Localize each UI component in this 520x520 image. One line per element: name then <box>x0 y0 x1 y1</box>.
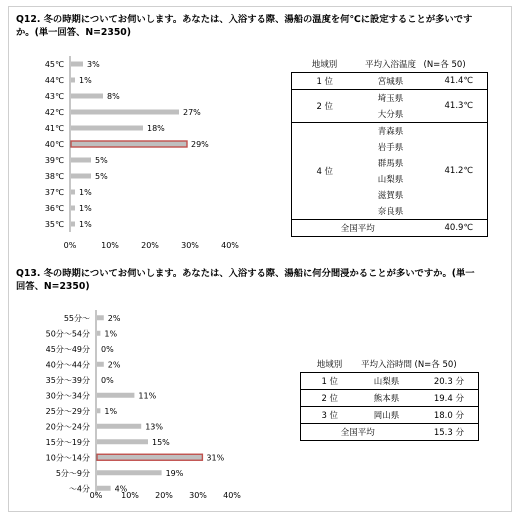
value-label: 1% <box>104 329 118 339</box>
value-label: 8% <box>107 92 120 101</box>
value-cell: 41.4℃ <box>424 73 488 90</box>
value-cell: 41.2℃ <box>424 123 488 220</box>
bar <box>71 78 75 83</box>
category-label: 5分～9分 <box>55 468 90 478</box>
bar <box>97 362 104 367</box>
value-label: 1% <box>79 220 92 229</box>
bar <box>71 62 83 67</box>
value-label: 1% <box>79 188 92 197</box>
bar <box>97 470 162 475</box>
temperature-ranking-table <box>291 56 488 237</box>
bar <box>97 393 134 398</box>
value-label: 29% <box>191 140 209 149</box>
table-header-row <box>292 56 488 73</box>
prefecture-cell: 大分県 <box>358 106 424 123</box>
category-label: 36℃ <box>44 204 64 213</box>
value-label: 5% <box>95 172 108 181</box>
category-label: 10分～14分 <box>45 453 90 463</box>
q12-title <box>16 13 472 39</box>
category-label: 15分～19分 <box>45 437 90 447</box>
value-label: 27% <box>183 108 201 117</box>
x-tick-label: 0% <box>89 491 103 500</box>
value-label: 13% <box>145 422 163 432</box>
bar <box>97 424 141 429</box>
value-label: 0% <box>101 344 114 354</box>
value-label: 19% <box>165 468 184 478</box>
bar <box>71 174 91 179</box>
category-label: 25分～29分 <box>45 406 90 416</box>
category-label: 41℃ <box>44 124 64 133</box>
category-label: 35℃ <box>44 220 64 229</box>
value-label: 4% <box>114 484 128 494</box>
value-label: 1% <box>79 76 92 85</box>
value-label: 18% <box>147 124 165 133</box>
value-label: 2% <box>107 313 121 323</box>
rank-cell: 3 位 <box>301 407 359 424</box>
value-cell: 18.0 分 <box>415 407 479 424</box>
bar <box>71 126 143 131</box>
x-tick-label: 30% <box>189 491 207 500</box>
table-header-cell: (N=各 50) <box>423 60 466 70</box>
rank-cell: 1 位 <box>292 73 358 90</box>
bar-highlight <box>97 454 202 460</box>
x-tick-label: 20% <box>155 491 173 500</box>
table-row <box>301 407 479 424</box>
x-tick-label: 10% <box>101 241 119 250</box>
value-label: 1% <box>79 204 92 213</box>
prefecture-cell: 山梨県 <box>359 373 415 390</box>
bar <box>97 408 100 413</box>
q13-title-line1: Q13. 冬の時期についてお伺いします。あなたは、入浴する際、湯船に何分間浸かることが多いですか。(単一 <box>16 268 475 279</box>
bar <box>97 439 148 444</box>
value-label: 5% <box>95 156 108 165</box>
q13-chart-svg <box>14 306 274 506</box>
q13-title <box>16 267 475 293</box>
category-label: 42℃ <box>44 108 64 117</box>
value-cell: 19.4 分 <box>415 390 479 407</box>
average-row <box>292 220 488 237</box>
table-header-cell: (N=各 50) <box>414 360 457 370</box>
prefecture-cell: 埼玉県 <box>358 90 424 107</box>
category-label: 38℃ <box>44 172 64 181</box>
prefecture-cell: 岡山県 <box>359 407 415 424</box>
value-label: 11% <box>138 391 157 401</box>
table-header-cell: 平均入浴時間 <box>360 360 412 370</box>
bar <box>71 110 179 115</box>
bar-highlight <box>71 141 187 147</box>
table-row <box>292 90 488 107</box>
table-header-cell: 地域別 <box>311 60 338 70</box>
value-label: 3% <box>87 60 100 69</box>
category-label: 30分～34分 <box>45 391 90 401</box>
table-row <box>301 373 479 390</box>
table-header-row <box>301 356 479 373</box>
prefecture-cell: 奈良県 <box>358 203 424 220</box>
q12-chart-svg <box>14 52 274 258</box>
bar <box>97 486 111 491</box>
time-ranking-table <box>300 356 479 441</box>
q13-chart <box>14 306 274 506</box>
prefecture-cell: 群馬県 <box>377 159 404 169</box>
x-tick-label: 40% <box>221 241 239 250</box>
category-label: 39℃ <box>44 156 64 165</box>
bar <box>71 94 103 99</box>
category-label: 35分～39分 <box>45 375 90 385</box>
prefecture-cell: 宮城県 <box>358 73 424 90</box>
category-label: 37℃ <box>44 188 64 197</box>
value-label: 0% <box>101 375 114 385</box>
bar <box>71 158 91 163</box>
category-label: 45分～49分 <box>45 344 90 354</box>
category-label: 50分～54分 <box>45 329 90 339</box>
value-label: 15% <box>152 437 170 447</box>
bar <box>71 206 75 211</box>
category-label: 43℃ <box>44 92 64 101</box>
category-label: 40分～44分 <box>45 360 90 370</box>
value-cell: 20.3 分 <box>415 373 479 390</box>
rank-cell: 2 位 <box>292 90 358 123</box>
x-tick-label: 20% <box>141 241 159 250</box>
rank-cell: 1 位 <box>301 373 359 390</box>
rank-cell: 2 位 <box>301 390 359 407</box>
q13-title-line2: 回答、N=2350) <box>16 281 90 292</box>
x-tick-label: 40% <box>223 491 241 500</box>
temperature-table-grid <box>291 56 488 237</box>
category-label: ～4分 <box>68 484 90 494</box>
category-label: 45℃ <box>44 60 64 69</box>
table-header-cell: 地域別 <box>316 360 343 370</box>
q12-title-line1: Q12. 冬の時期についてお伺いします。あなたは、入浴する際、湯船の温度を何℃に設定することが多いです <box>16 14 473 25</box>
prefecture-cell: 熊本県 <box>359 390 415 407</box>
prefecture-cell: 青森県 <box>358 123 424 140</box>
value-label: 31% <box>206 453 225 463</box>
bar <box>71 222 75 227</box>
value-label: 2% <box>107 360 121 370</box>
table-row <box>301 390 479 407</box>
value-label: 1% <box>104 406 118 416</box>
q12-title-line2: か。(単一回答、N=2350) <box>16 27 132 38</box>
category-label: 40℃ <box>44 140 64 149</box>
average-value-cell: 15.3 分 <box>415 424 479 441</box>
table-header-cell: 平均入浴温度 <box>364 60 416 70</box>
bar <box>97 331 100 336</box>
time-table-grid <box>300 356 479 441</box>
table-row <box>292 73 488 90</box>
average-label-cell: 全国平均 <box>292 220 424 237</box>
bar <box>71 190 75 195</box>
value-cell: 41.3℃ <box>424 90 488 123</box>
category-label: 44℃ <box>44 76 64 85</box>
bar <box>97 315 104 320</box>
x-tick-label: 0% <box>63 241 77 250</box>
x-tick-label: 10% <box>121 491 139 500</box>
category-label: 55分～ <box>63 313 90 323</box>
q12-chart <box>14 52 274 258</box>
prefecture-cell: 岩手県 <box>377 143 404 153</box>
table-row <box>292 123 488 140</box>
average-row <box>301 424 479 441</box>
average-value-cell: 40.9℃ <box>424 220 488 237</box>
prefecture-cell: 山梨県 <box>377 175 404 185</box>
rank-cell: 4 位 <box>292 123 358 220</box>
prefecture-cell: 滋賀県 <box>377 191 404 201</box>
x-tick-label: 30% <box>181 241 199 250</box>
average-label-cell: 全国平均 <box>301 424 415 441</box>
category-label: 20分～24分 <box>45 422 90 432</box>
